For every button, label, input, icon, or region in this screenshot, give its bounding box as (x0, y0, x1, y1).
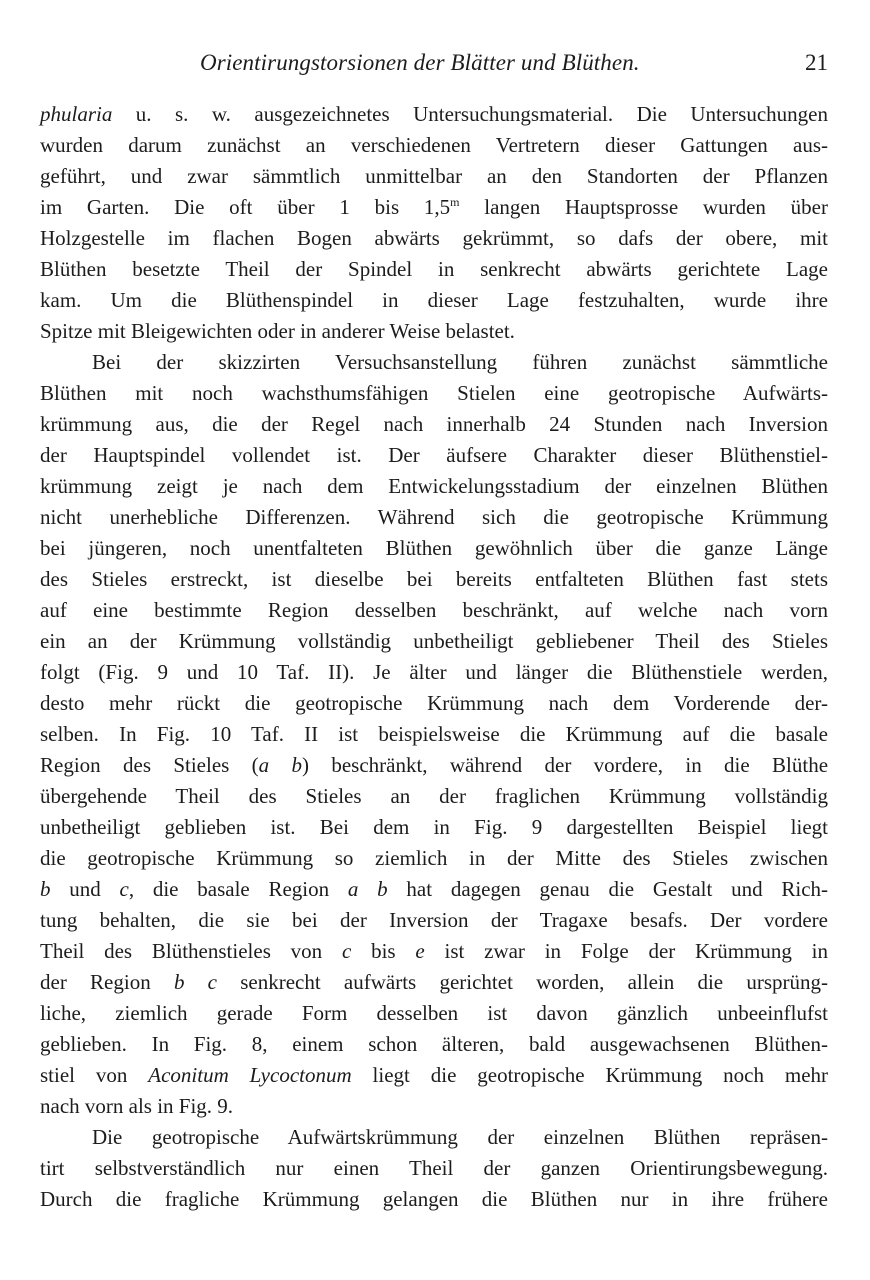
text-line-23: übergehende Theil des Stieles an der fraglichen Krümmung vollständig (40, 784, 828, 808)
text-line-4 (40, 192, 828, 223)
line-text: Region des Stieles ( (40, 753, 259, 777)
text-line-24: unbetheiligt geblieben ist. Bei dem in Fig. 9 dargestellten Beispiel liegt (40, 815, 828, 839)
text-line-6: Blüthen besetzte Theil der Spindel in senkrecht abwärts gerichtete Lage (40, 257, 828, 281)
text-line-3: geführt, und zwar sämmtlich unmittelbar an den Standorten der Pflanzen (40, 164, 828, 188)
text-line-26 (40, 874, 828, 905)
text-line-15: bei jüngeren, noch unentfalteten Blüthen gewöhnlich über die ganze Länge (40, 536, 828, 560)
text-line-27: tung behalten, die sie bei der Inversion der Tragaxe besafs. Der vordere (40, 908, 828, 932)
text-line-30: liche, ziemlich gerade Form desselben ist davon gänzlich unbeeinflufst (40, 1001, 828, 1025)
line-text: , die basale Region (128, 877, 348, 901)
unit-superscript: m (450, 195, 460, 209)
italic-label: a b (347, 877, 388, 901)
body-text (40, 99, 828, 1215)
text-line-19: folgt (Fig. 9 und 10 Taf. II). Je älter und länger die Blüthenstiele werden, (40, 660, 828, 684)
text-line-18: ein an der Krümmung vollständig unbetheiligt gebliebener Theil des Stieles (40, 629, 828, 653)
text-line-34: Die geotropische Aufwärtskrümmung der einzelnen Blüthen repräsen- (92, 1125, 828, 1149)
text-line-10: Blüthen mit noch wachsthumsfähigen Stielen eine geotropische Aufwärts- (40, 381, 828, 405)
text-line-13: krümmung zeigt je nach dem Entwickelungsstadium der einzelnen Blüthen (40, 474, 828, 498)
page-header (40, 48, 828, 82)
text-line-2: wurden darum zunächst an verschiedenen Vertretern dieser Gattungen aus- (40, 133, 828, 157)
text-line-17: auf eine bestimmte Region desselben beschränkt, auf welche nach vorn (40, 598, 828, 622)
italic-term: phularia (40, 102, 113, 126)
italic-label: a b (258, 753, 302, 777)
italic-label: b (40, 877, 51, 901)
text-line-33: nach vorn als in Fig. 9. (40, 1094, 234, 1118)
line-text: Theil des Blüthenstieles von (40, 939, 342, 963)
line-text: bis (351, 939, 416, 963)
text-line-12: der Hauptspindel vollendet ist. Der äufsere Charakter dieser Blüthenstiel- (40, 443, 828, 467)
line-text: der Region (40, 970, 174, 994)
text-line-22 (40, 750, 828, 781)
text-line-16: des Stieles erstreckt, ist dieselbe bei bereits entfalteten Blüthen fast stets (40, 567, 828, 591)
line-text: ) beschränkt, während der vordere, in die Blüthe (302, 753, 829, 777)
running-title: Orientirungstorsionen der Blätter und Blüthen. (200, 50, 640, 75)
line-text: liegt die geotropische Krümmung noch mehr (351, 1063, 829, 1087)
text-line-9: Bei der skizzirten Versuchsanstellung führen zunächst sämmtliche (92, 350, 828, 374)
text-line-35: tirt selbstverständlich nur einen Theil der ganzen Orientirungsbewegung. (40, 1156, 828, 1180)
page-number: 21 (805, 50, 828, 75)
italic-label: c (341, 939, 352, 963)
text-line-31: geblieben. In Fig. 8, einem schon älteren, bald ausgewachsenen Blüthen- (40, 1032, 828, 1056)
text-line-29 (40, 967, 828, 998)
text-line-5: Holzgestelle im flachen Bogen abwärts gekrümmt, so dafs der obere, mit (40, 226, 828, 250)
line-text: langen Hauptsprosse wurden über (459, 195, 828, 219)
text-line-36: Durch die fragliche Krümmung gelangen die Blüthen nur in ihre frühere (40, 1187, 828, 1211)
text-line-8: Spitze mit Bleigewichten oder in anderer Weise belastet. (40, 319, 515, 343)
text-line-32 (40, 1060, 828, 1091)
text-line-28 (40, 936, 828, 967)
line-text: hat dagegen genau die Gestalt und Rich- (387, 877, 829, 901)
text-line-25: die geotropische Krümmung so ziemlich in der Mitte des Stieles zwischen (40, 846, 828, 870)
italic-species: Aconitum Lycoctonum (148, 1063, 352, 1087)
italic-label: b c (173, 970, 217, 994)
line-text: und (50, 877, 120, 901)
text-line-7: kam. Um die Blüthenspindel in dieser Lage festzuhalten, wurde ihre (40, 288, 828, 312)
text-line-11: krümmung aus, die der Regel nach innerhalb 24 Stunden nach Inversion (40, 412, 828, 436)
text-line-14: nicht unerhebliche Differenzen. Während sich die geotropische Krümmung (40, 505, 828, 529)
text-line-20: desto mehr rückt die geotropische Krümmung nach dem Vorderende der- (40, 691, 828, 715)
line-text: senkrecht aufwärts gerichtet worden, allein die ursprüng- (217, 970, 829, 994)
text-line-1 (40, 99, 828, 130)
italic-label: c (119, 877, 129, 901)
italic-label: e (415, 939, 425, 963)
text-line-21: selben. In Fig. 10 Taf. II ist beispielsweise die Krümmung auf die basale (40, 722, 828, 746)
line-text: im Garten. Die oft über 1 bis 1,5 (40, 195, 451, 219)
line-text: ist zwar in Folge der Krümmung in (424, 939, 829, 963)
line-text: stiel von (40, 1063, 149, 1087)
line-text: u. s. w. ausgezeichnetes Untersuchungsmaterial. Die Untersuchungen (112, 102, 828, 126)
